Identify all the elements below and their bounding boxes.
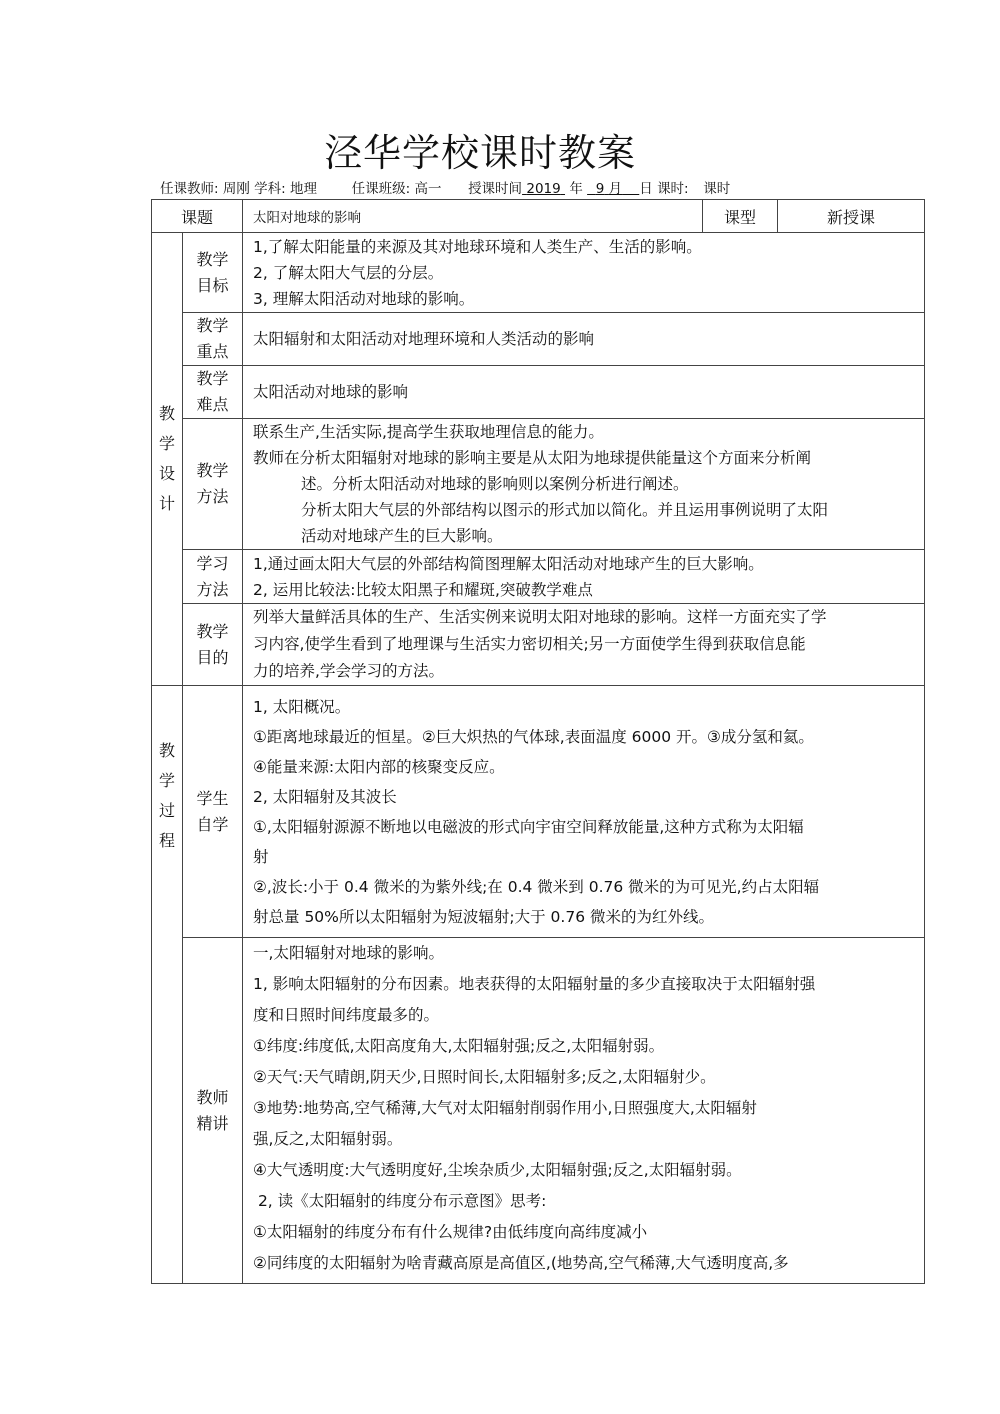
process-row-self-study <box>152 686 925 938</box>
row-label <box>183 313 243 366</box>
row-label <box>183 366 243 419</box>
row-content <box>243 550 925 604</box>
label-line: 难点 <box>196 395 229 414</box>
day-unit: 日 <box>639 181 653 197</box>
content-line: 2, 运用比较法:比较太阳黑子和耀斑,突破教学难点 <box>253 580 593 599</box>
class-label: 任课班级: <box>351 181 411 197</box>
content-line: ②,波长:小于 0.4 微米的为紫外线;在 0.4 微米到 0.76 微米的为可见光,约占太阳辐 <box>253 877 820 896</box>
day-value <box>622 181 639 197</box>
content-line: ③地势:地势高,空气稀薄,大气对太阳辐射削弱作用小,日照强度大,太阳辐射 <box>253 1099 757 1117</box>
content-line: 列举大量鲜活具体的生产、生活实例来说明太阳对地球的影响。这样一方面充实了学 <box>253 608 827 626</box>
year-unit: 年 <box>569 181 583 197</box>
content-line: 太阳活动对地球的影响 <box>253 383 409 401</box>
content-line: 度和日照时间纬度最多的。 <box>253 1006 440 1024</box>
label-line: 教师 <box>196 1087 229 1107</box>
label-line: 方法 <box>196 579 229 599</box>
content-line: 力的培养,学会学习的方法。 <box>253 662 444 680</box>
process-group-label <box>152 686 183 1284</box>
group-char: 计 <box>158 494 175 513</box>
content-line: ④大气透明度:大气透明度好,尘埃杂质少,太阳辐射强;反之,太阳辐射弱。 <box>253 1161 742 1179</box>
year-value-wrap <box>522 181 565 197</box>
label-line: 学生 <box>196 788 229 808</box>
label-line: 精讲 <box>196 1113 229 1133</box>
label-line: 教学 <box>196 369 229 388</box>
content-line: ①纬度:纬度低,太阳高度角大,太阳辐射强;反之,太阳辐射弱。 <box>253 1037 665 1055</box>
design-row-methods <box>152 419 925 550</box>
design-row-key-points <box>152 313 925 366</box>
row-content <box>243 233 925 313</box>
design-row-objectives <box>152 233 925 313</box>
label-line: 方法 <box>196 487 229 506</box>
content-line: ④能量来源:太阳内部的核聚变反应。 <box>253 757 505 776</box>
content-line: 1, 影响太阳辐射的分布因素。地表获得的太阳辐射量的多少直接取决于太阳辐射强 <box>253 975 816 993</box>
group-char: 设 <box>158 464 175 483</box>
topic-label: 课题 <box>152 200 243 233</box>
label-line: 教学 <box>196 249 229 269</box>
content-line: 习内容,使学生看到了地理课与生活实力密切相关;另一方面使学生得到获取信息能 <box>253 635 806 653</box>
period-label: 课时: <box>657 181 689 197</box>
group-char: 过 <box>158 801 175 820</box>
month-unit: 月 <box>608 181 623 197</box>
row-content <box>243 604 925 686</box>
lesson-meta <box>160 177 730 197</box>
subject-value: 地理 <box>290 181 318 197</box>
year-value: 2019 <box>526 181 561 197</box>
label-line: 教学 <box>196 316 229 335</box>
content-line: 射总量 50%所以太阳辐射为短波辐射;大于 0.76 微米的为红外线。 <box>253 907 714 926</box>
row-label <box>183 686 243 938</box>
content-line: 教师在分析太阳辐射对地球的影响主要是从太阳为地球提供能量这个方面来分析阐 <box>253 449 812 467</box>
group-char: 程 <box>158 831 175 850</box>
class-value: 高一 <box>414 181 442 197</box>
teacher-name: 周刚 <box>222 181 250 197</box>
design-row-learning-methods <box>152 550 925 604</box>
row-content <box>243 313 925 366</box>
label-line: 目的 <box>196 647 229 667</box>
row-label <box>183 604 243 686</box>
document-title <box>0 122 1000 177</box>
group-char: 教 <box>158 741 175 760</box>
period-value: 课时 <box>703 181 731 197</box>
label-line: 重点 <box>196 342 229 361</box>
content-line: 一,太阳辐射对地球的影响。 <box>253 944 444 962</box>
row-content <box>243 366 925 419</box>
content-line: ①,太阳辐射源源不断地以电磁波的形式向宇宙空间释放能量,这种方式称为太阳辐 <box>253 817 804 836</box>
content-line: 联系生产,生活实际,提高学生获取地理信息的能力。 <box>253 423 604 441</box>
process-row-lecture <box>152 938 925 1284</box>
row-label <box>183 550 243 604</box>
content-line: 2, 太阳辐射及其波长 <box>253 787 397 806</box>
lesson-plan-table <box>151 199 925 1284</box>
content-line: 分析太阳大气层的外部结构以图示的形式加以简化。并且运用事例说明了太阳 <box>301 501 829 519</box>
content-line: 强,反之,太阳辐射弱。 <box>253 1130 403 1148</box>
content-line: 活动对地球产生的巨大影响。 <box>301 527 503 545</box>
row-label <box>183 233 243 313</box>
month-value: 9 <box>595 181 605 197</box>
label-line: 教学 <box>196 621 229 641</box>
content-line: 1,了解太阳能量的来源及其对地球环境和人类生产、生活的影响。 <box>253 237 702 256</box>
group-char: 教 <box>158 404 175 423</box>
header-row <box>152 200 925 233</box>
row-label <box>183 419 243 550</box>
row-content <box>243 938 925 1284</box>
content-line: ①距离地球最近的恒星。②巨大炽热的气体球,表面温度 6000 开。③成分氢和氦。 <box>253 727 814 746</box>
content-line: 1,通过画太阳大气层的外部结构简图理解太阳活动对地球产生的巨大影响。 <box>253 554 764 573</box>
label-line: 学习 <box>196 553 229 573</box>
row-label <box>183 938 243 1284</box>
group-char: 学 <box>158 771 175 790</box>
content-line: 射 <box>253 847 269 866</box>
group-char: 学 <box>158 434 175 453</box>
subject-label: 学科: <box>254 181 286 197</box>
design-group-label <box>152 233 183 686</box>
content-line: 述。分析太阳活动对地球的影响则以案例分析进行阐述。 <box>301 475 689 493</box>
type-label: 课型 <box>703 200 778 233</box>
content-line: ①太阳辐射的纬度分布有什么规律?由低纬度向高纬度减小 <box>253 1223 648 1241</box>
content-line: ②同纬度的太阳辐射为啥青藏高原是高值区,(地势高,空气稀薄,大气透明度高,多 <box>253 1254 789 1272</box>
label-line: 自学 <box>196 814 229 834</box>
time-label: 授课时间 <box>468 181 523 197</box>
label-line: 目标 <box>196 275 229 295</box>
content-line: 3, 理解太阳活动对地球的影响。 <box>253 289 475 308</box>
design-row-difficulties <box>152 366 925 419</box>
content-line: 2, 了解太阳大气层的分层。 <box>253 263 444 282</box>
label-line: 教学 <box>196 461 229 480</box>
teacher-label: 任课教师: <box>160 181 219 197</box>
content-line: ②天气:天气晴朗,阴天少,日照时间长,太阳辐射多;反之,太阳辐射少。 <box>253 1068 716 1086</box>
topic-value: 太阳对地球的影响 <box>243 200 703 233</box>
content-line: 1, 太阳概况。 <box>253 697 351 716</box>
row-content <box>243 686 925 938</box>
row-content <box>243 419 925 550</box>
design-row-purpose <box>152 604 925 686</box>
month-value-wrap <box>587 181 608 197</box>
content-line: 2, 读《太阳辐射的纬度分布示意图》思考: <box>253 1192 547 1210</box>
type-value: 新授课 <box>778 200 925 233</box>
title-text: 泾华学校课时教案 <box>323 131 636 175</box>
content-line: 太阳辐射和太阳活动对地理环境和人类活动的影响 <box>253 330 595 348</box>
